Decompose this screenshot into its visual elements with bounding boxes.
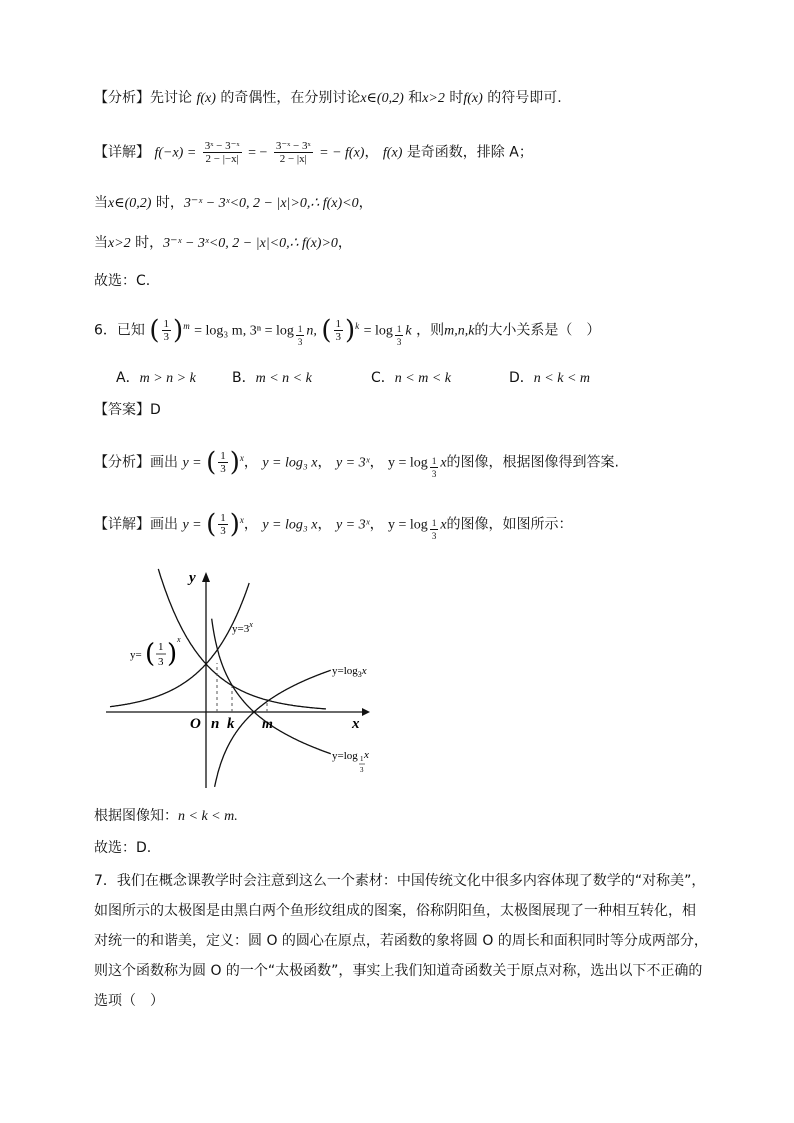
answer-value: D xyxy=(150,402,161,418)
final-choice: 故选：D. xyxy=(94,840,152,856)
analysis-line-1: 【分析】先讨论 f(x) 的奇偶性，在分别讨论x∈(0,2) 和x>2 时f(x) 的符号即可. xyxy=(94,90,562,106)
q6-analysis: 【分析】画出 y = ( $\frac{1}{3}$ )$^x$， y = log₃ x， y = 3ˣ， y = log $\frac{1}{3}$ x的图像，根据图像得到答案. xyxy=(94,447,619,479)
q6-detail: 【详解】画出 y = ( $\frac{1}{3}$ )$^x$， y = log₃ x， y = 3ˣ， y = log $\frac{1}{3}$ x的图像，如图所示： xyxy=(94,509,573,541)
svg-text:3: 3 xyxy=(158,656,164,668)
question-7 xyxy=(94,866,708,1016)
q7-line-4: 则这个函数称为圆 O 的一个“太极函数”，事实上我们知道奇函数关于原点对称，选出以下不正确的 xyxy=(94,963,703,979)
case-line-2: 当x>2 时，3⁻ˣ − 3ˣ<0, 2 − |x|<0,∴ f(x)>0， xyxy=(94,235,352,251)
q7-line-5: 选项（ ） xyxy=(94,993,164,1009)
fraction: $\frac{\text{3ˣ − 3⁻ˣ}}{2 - |-x|}$ xyxy=(204,140,240,165)
detail-tag: 【详解】 xyxy=(94,144,150,161)
option-a[interactable]: A．m > n > k xyxy=(116,370,196,386)
conclusion-line: 根据图像知：n < k < m. xyxy=(94,808,238,824)
label-one-third-power-x: y= xyxy=(130,649,142,661)
paren-left: ( xyxy=(145,639,156,669)
option-b[interactable]: B．m < n < k xyxy=(232,370,312,386)
origin-label: O xyxy=(190,716,201,732)
paren-right: ) xyxy=(167,639,178,669)
x-axis-label: x xyxy=(352,716,360,732)
q7-line-1: 7．我们在概念课教学时会注意到这么一个素材：中国传统文化中很多内容体现了数学的“对称美”， xyxy=(94,873,706,889)
q7-line-2: 如图所示的太极图是由黑白两个鱼形纹组成的图案，俗称阴阳鱼，太极图展现了一种相互转化，相 xyxy=(94,903,696,919)
n-label: n xyxy=(211,716,220,732)
case-line-1: 当x∈(0,2) 时，3⁻ˣ − 3ˣ<0, 2 − |x|>0,∴ f(x)<0， xyxy=(94,195,373,211)
y-axis-label: y xyxy=(189,570,196,586)
option-d[interactable]: D．n < k < m xyxy=(509,370,590,386)
fraction: $\frac{\text{3⁻ˣ − 3ˣ}}{2 - |x|}$ xyxy=(275,140,311,165)
label-log-one-third-x: y=log x xyxy=(332,749,369,762)
label-three-power-x: $y=3^x$ xyxy=(232,620,253,635)
question-6: 6．已知 ( $\frac{1}{3}$ )$^m$ = log₃ m, 3ⁿ = log $\frac{1}{3}$ n, ( $\frac{1}{3}$ )$^k$ = log $\frac{1}{3}$ k ，则m,n,k的大小关系是（ ） xyxy=(94,315,601,347)
q7-line-3: 对统一的和谐美，定义：圆 O 的圆心在原点，若函数的象将圆 O 的周长和面积同时等分成两部分， xyxy=(94,933,708,949)
label-log3-x: $y=\log_3x$ xyxy=(332,665,367,679)
svg-text:x: x xyxy=(177,635,181,644)
curve-log-one-third-x xyxy=(212,619,331,754)
x-axis-arrow xyxy=(362,708,370,716)
function-graph xyxy=(100,560,390,796)
choice-line: 故选：C. xyxy=(94,273,151,289)
y-axis-arrow xyxy=(202,572,210,582)
label-log13-sub-num: 1 xyxy=(360,755,364,763)
analysis-tag: 【分析】 xyxy=(94,90,150,106)
curve-one-third-power-x xyxy=(158,569,326,709)
option-c[interactable]: C．n < m < k xyxy=(371,370,451,386)
label-log13-sub-den: 3 xyxy=(360,766,364,774)
svg-text:1: 1 xyxy=(158,641,164,653)
answer-tag: 【答案】 xyxy=(94,402,150,418)
k-label: k xyxy=(227,716,235,732)
m-label: m xyxy=(262,717,273,732)
answer-line xyxy=(94,400,161,420)
detail-line-1: 【详解】 f(−x) = $\frac{\text{3ˣ − 3⁻ˣ}}{2 - |-x|}$ = − $\frac{\text{3⁻ˣ − 3ˣ}}{2 - |x|}$ = − f(x)， f(x) 是奇函数，排除 A； xyxy=(94,140,533,165)
curve-three-power-x xyxy=(110,583,249,707)
